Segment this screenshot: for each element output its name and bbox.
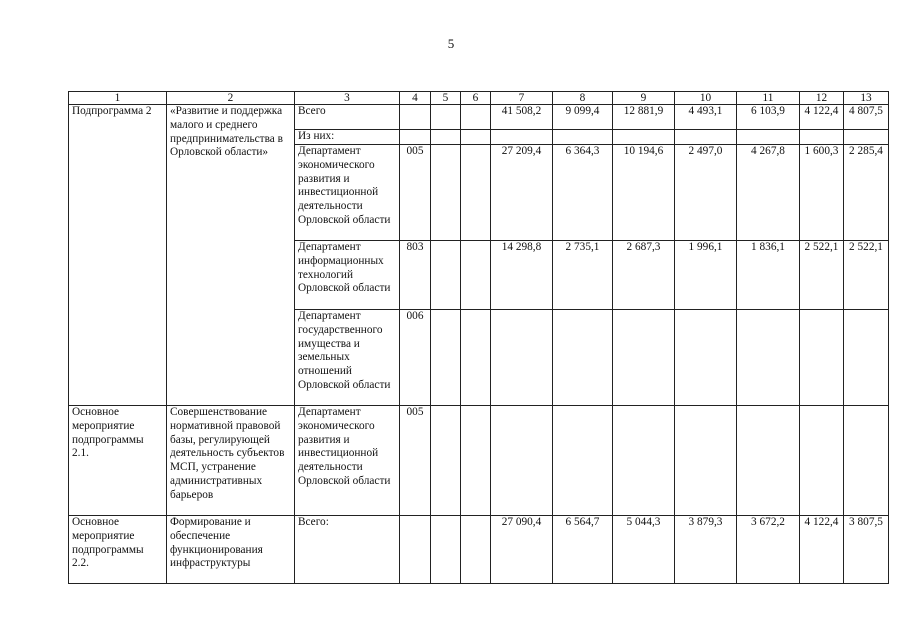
cell-value	[431, 105, 461, 130]
cell-value: 27 090,4	[491, 516, 553, 584]
cell-value	[844, 406, 889, 516]
cell-value	[675, 130, 737, 145]
cell-value	[844, 310, 889, 406]
col-header: 11	[737, 92, 800, 105]
cell-value	[844, 130, 889, 145]
cell-value: 6 103,9	[737, 105, 800, 130]
cell-value	[613, 310, 675, 406]
cell-activity: Основное мероприятие подпрограммы 2.2.	[69, 516, 167, 584]
cell-value: 12 881,9	[613, 105, 675, 130]
cell-value	[461, 105, 491, 130]
cell-value	[737, 406, 800, 516]
cell-value: 9 099,4	[553, 105, 613, 130]
col-header: 4	[400, 92, 431, 105]
table-row	[69, 105, 889, 130]
cell-description: Формирование и обеспечение функционирования инфраструктуры	[167, 516, 295, 584]
cell-executor: Всего	[295, 105, 400, 130]
col-header: 9	[613, 92, 675, 105]
cell-value: 14 298,8	[491, 241, 553, 310]
subprogram-code: Подпрограмма 2	[69, 105, 167, 406]
cell-value	[461, 406, 491, 516]
subprogram-title: «Развитие и поддержка малого и среднего предпринимательства в Орловской области»	[167, 105, 295, 406]
cell-value	[800, 406, 844, 516]
cell-value	[800, 130, 844, 145]
cell-executor: Всего:	[295, 516, 400, 584]
cell-value: 3 807,5	[844, 516, 889, 584]
cell-value	[800, 310, 844, 406]
cell-value	[431, 406, 461, 516]
cell-value	[675, 310, 737, 406]
col-header: 6	[461, 92, 491, 105]
cell-code: 005	[400, 406, 431, 516]
col-header: 2	[167, 92, 295, 105]
cell-value	[491, 406, 553, 516]
cell-value	[431, 516, 461, 584]
cell-value: 1 996,1	[675, 241, 737, 310]
cell-executor: Департамент экономического развития и инвестиционной деятельности Орловской области	[295, 145, 400, 241]
header-row	[69, 92, 889, 105]
cell-value: 2 522,1	[844, 241, 889, 310]
table-row	[69, 516, 889, 584]
cell-value	[553, 406, 613, 516]
cell-value	[553, 310, 613, 406]
cell-value: 2 285,4	[844, 145, 889, 241]
col-header: 10	[675, 92, 737, 105]
cell-value: 2 735,1	[553, 241, 613, 310]
cell-value	[613, 406, 675, 516]
cell-value: 3 879,3	[675, 516, 737, 584]
cell-value	[461, 145, 491, 241]
cell-value: 10 194,6	[613, 145, 675, 241]
cell-value: 2 522,1	[800, 241, 844, 310]
budget-table	[68, 91, 889, 584]
cell-value: 4 122,4	[800, 516, 844, 584]
table-row	[69, 406, 889, 516]
cell-value	[613, 130, 675, 145]
col-header: 7	[491, 92, 553, 105]
cell-value	[461, 310, 491, 406]
col-header: 1	[69, 92, 167, 105]
cell-value: 1 600,3	[800, 145, 844, 241]
cell-code	[400, 130, 431, 145]
cell-value	[553, 130, 613, 145]
cell-value	[431, 241, 461, 310]
cell-value	[675, 406, 737, 516]
cell-value: 3 672,2	[737, 516, 800, 584]
cell-value: 2 497,0	[675, 145, 737, 241]
cell-value	[737, 310, 800, 406]
cell-value: 4 493,1	[675, 105, 737, 130]
cell-executor: Департамент государственного имущества и земельных отношений Орловской области	[295, 310, 400, 406]
cell-value	[737, 130, 800, 145]
col-header: 8	[553, 92, 613, 105]
col-header: 12	[800, 92, 844, 105]
cell-value	[461, 130, 491, 145]
cell-value: 4 122,4	[800, 105, 844, 130]
cell-value: 41 508,2	[491, 105, 553, 130]
cell-value	[491, 310, 553, 406]
cell-executor: Из них:	[295, 130, 400, 145]
cell-code: 005	[400, 145, 431, 241]
cell-description: Совершенствование нормативной правовой базы, регулирующей деятельность субъектов МСП, устранение административных барьеров	[167, 406, 295, 516]
cell-value	[431, 145, 461, 241]
cell-value: 4 807,5	[844, 105, 889, 130]
cell-code	[400, 516, 431, 584]
cell-code	[400, 105, 431, 130]
cell-code: 006	[400, 310, 431, 406]
cell-value	[491, 130, 553, 145]
cell-value: 27 209,4	[491, 145, 553, 241]
cell-value	[431, 310, 461, 406]
page-number: 5	[447, 36, 455, 51]
cell-value: 4 267,8	[737, 145, 800, 241]
cell-executor: Департамент информационных технологий Орловской области	[295, 241, 400, 310]
col-header: 5	[431, 92, 461, 105]
col-header: 13	[844, 92, 889, 105]
cell-activity: Основное мероприятие подпрограммы 2.1.	[69, 406, 167, 516]
cell-value	[461, 516, 491, 584]
cell-value	[431, 130, 461, 145]
cell-value: 1 836,1	[737, 241, 800, 310]
col-header: 3	[295, 92, 400, 105]
cell-executor: Департамент экономического развития и инвестиционной деятельности Орловской области	[295, 406, 400, 516]
cell-value: 6 564,7	[553, 516, 613, 584]
cell-value	[461, 241, 491, 310]
cell-code: 803	[400, 241, 431, 310]
cell-value: 2 687,3	[613, 241, 675, 310]
cell-value: 5 044,3	[613, 516, 675, 584]
cell-value: 6 364,3	[553, 145, 613, 241]
